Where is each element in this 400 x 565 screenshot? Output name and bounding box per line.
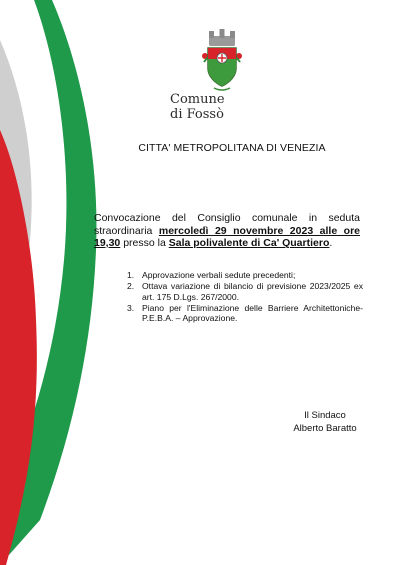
agenda-item-number: 3.: [127, 302, 135, 313]
agenda-item: [127, 281, 363, 302]
signature-role: Il Sindaco: [304, 410, 346, 421]
signature-block: [280, 410, 370, 435]
comune-name: [170, 92, 280, 122]
agenda-item-number: 1.: [127, 270, 135, 280]
convocation-presso: presso la: [120, 237, 169, 249]
agenda-list: [127, 270, 363, 324]
agenda-item: [127, 270, 363, 281]
convocation-location: Sala polivalente di Ca' Quartiero: [168, 237, 330, 249]
comune-name-line1: Comune: [170, 92, 225, 107]
signature-name: Alberto Baratto: [293, 422, 357, 434]
convocation-intro: Convocazione del Consiglio comunale in seduta straordinaria: [94, 212, 360, 237]
convocation-end: .: [329, 237, 333, 249]
coat-of-arms-icon: [200, 28, 244, 94]
agenda-item-number: 2.: [127, 281, 135, 291]
agenda-item-text: Ottava variazione di bilancio di previsione 2023/2025 ex art. 175 D.Lgs. 267/2000.: [142, 281, 363, 302]
city-heading: CITTA' METROPOLITANA DI VENEZIA: [138, 142, 326, 154]
agenda-item-text: Approvazione verbali sedute precedenti;: [142, 270, 296, 280]
comune-name-line2: di Fossò: [170, 107, 224, 122]
convocation-date-time: mercoledì 29 novembre 2023 alle ore 19,30: [94, 224, 360, 249]
convocation-text: [94, 212, 360, 250]
agenda-item-text: Piano per l'Eliminazione delle Barriere Architettoniche-P.E.B.A. – Approvazione.: [142, 302, 363, 323]
agenda-item: [127, 303, 363, 324]
